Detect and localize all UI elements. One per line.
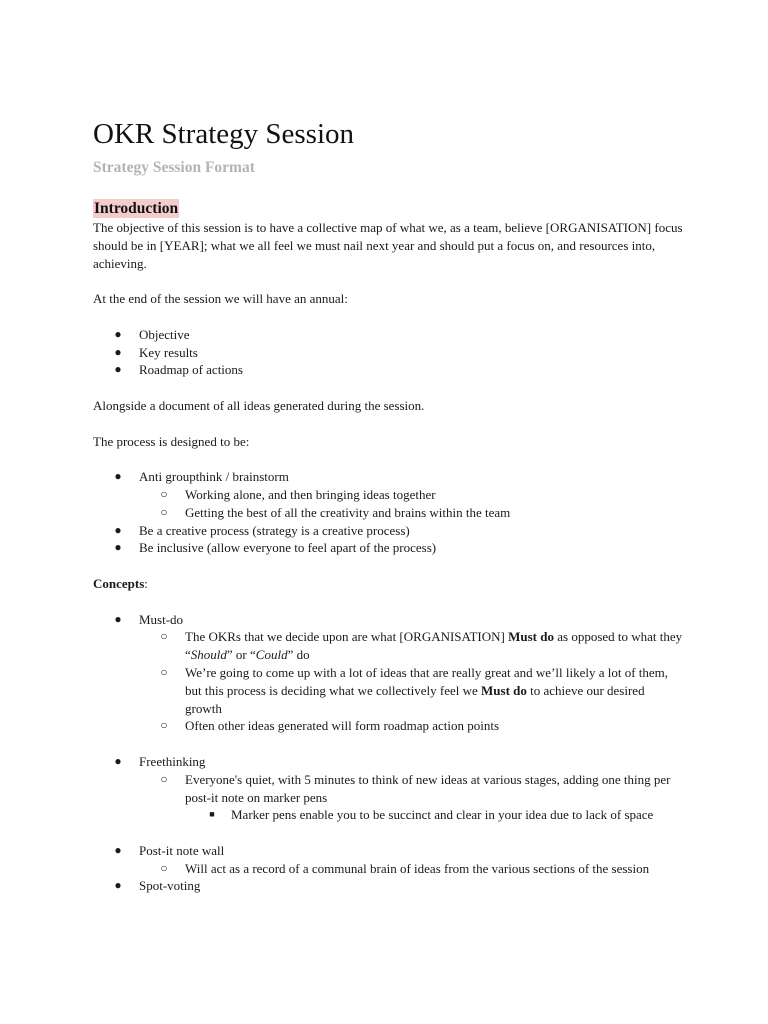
- list-item: ○ Everyone's quiet, with 5 minutes to think of new ideas at various stages, adding one thing per post-it note on marker pens: [93, 771, 683, 807]
- list-item-post-it-wall: ● Post-it note wall: [93, 842, 683, 860]
- process-list: [93, 468, 683, 557]
- list-item: ● Key results: [93, 344, 683, 362]
- circle-bullet-icon: ○: [160, 664, 168, 679]
- bullet-icon: ●: [114, 611, 122, 626]
- circle-bullet-icon: ○: [160, 504, 168, 519]
- bullet-icon: ●: [114, 540, 122, 555]
- square-bullet-icon: ■: [209, 809, 215, 820]
- process-paragraph: The process is designed to be:: [93, 433, 250, 449]
- alongside-paragraph: Alongside a document of all ideas generated during the session.: [93, 397, 425, 413]
- list-item: ● Anti groupthink / brainstorm: [93, 468, 683, 486]
- bullet-icon: ●: [114, 842, 122, 857]
- list-item-spot-voting: ● Spot-voting: [93, 877, 683, 895]
- circle-bullet-icon: ○: [160, 718, 168, 733]
- page-title: OKR Strategy Session: [93, 118, 354, 150]
- list-item: ● Be a creative process (strategy is a creative process): [93, 522, 683, 540]
- list-item: ● Objective: [93, 326, 683, 344]
- document-body: [93, 199, 683, 895]
- circle-bullet-icon: ○: [160, 486, 168, 501]
- list-item: ■ Marker pens enable you to be succinct and clear in your idea due to lack of space: [93, 806, 683, 824]
- list-item: ○ We’re going to come up with a lot of ideas that are really great and we’ll likely a lot of them, but this process is deciding what we collectively feel we Must do to achieve our desired growth: [93, 664, 683, 717]
- annual-paragraph: At the end of the session we will have an annual:: [93, 291, 348, 307]
- list-item: ● Be inclusive (allow everyone to feel apart of the process): [93, 539, 683, 557]
- bullet-icon: ●: [114, 878, 122, 893]
- list-item-must-do: ● Must-do: [93, 611, 683, 629]
- list-item: ○ Working alone, and then bringing ideas together: [93, 486, 683, 504]
- concepts-heading: Concepts:: [93, 575, 148, 591]
- list-item: ○ The OKRs that we decide upon are what [ORGANISATION] Must do as opposed to what they “Should” or “Could” do: [93, 628, 683, 664]
- page-subtitle: Strategy Session Format: [93, 159, 255, 176]
- bullet-icon: ●: [114, 362, 122, 377]
- list-item: ● Roadmap of actions: [93, 361, 683, 379]
- annual-list: [93, 326, 683, 379]
- bullet-icon: ●: [114, 326, 122, 341]
- list-item: ○ Often other ideas generated will form roadmap action points: [93, 717, 683, 735]
- concepts-list: [93, 611, 683, 736]
- section-heading-introduction: Introduction: [94, 200, 179, 217]
- intro-paragraph: The objective of this session is to have a collective map of what we, as a team, believe [ORGANISATION] focus should be in [YEAR]; what we all feel we must nail next year and should put a focus on, and resources into, achieving.: [93, 220, 683, 271]
- list-item-freethinking: ● Freethinking: [93, 753, 683, 771]
- circle-bullet-icon: ○: [160, 629, 168, 644]
- bullet-icon: ●: [114, 753, 122, 768]
- bullet-icon: ●: [114, 344, 122, 359]
- concepts-list-postit: [93, 842, 683, 895]
- bullet-icon: ●: [114, 522, 122, 537]
- circle-bullet-icon: ○: [160, 860, 168, 875]
- list-item: ○ Getting the best of all the creativity and brains within the team: [93, 504, 683, 522]
- list-item: ○ Will act as a record of a communal brain of ideas from the various sections of the session: [93, 860, 683, 878]
- concepts-list-freethinking: [93, 753, 683, 824]
- bullet-icon: ●: [114, 469, 122, 484]
- circle-bullet-icon: ○: [160, 771, 168, 786]
